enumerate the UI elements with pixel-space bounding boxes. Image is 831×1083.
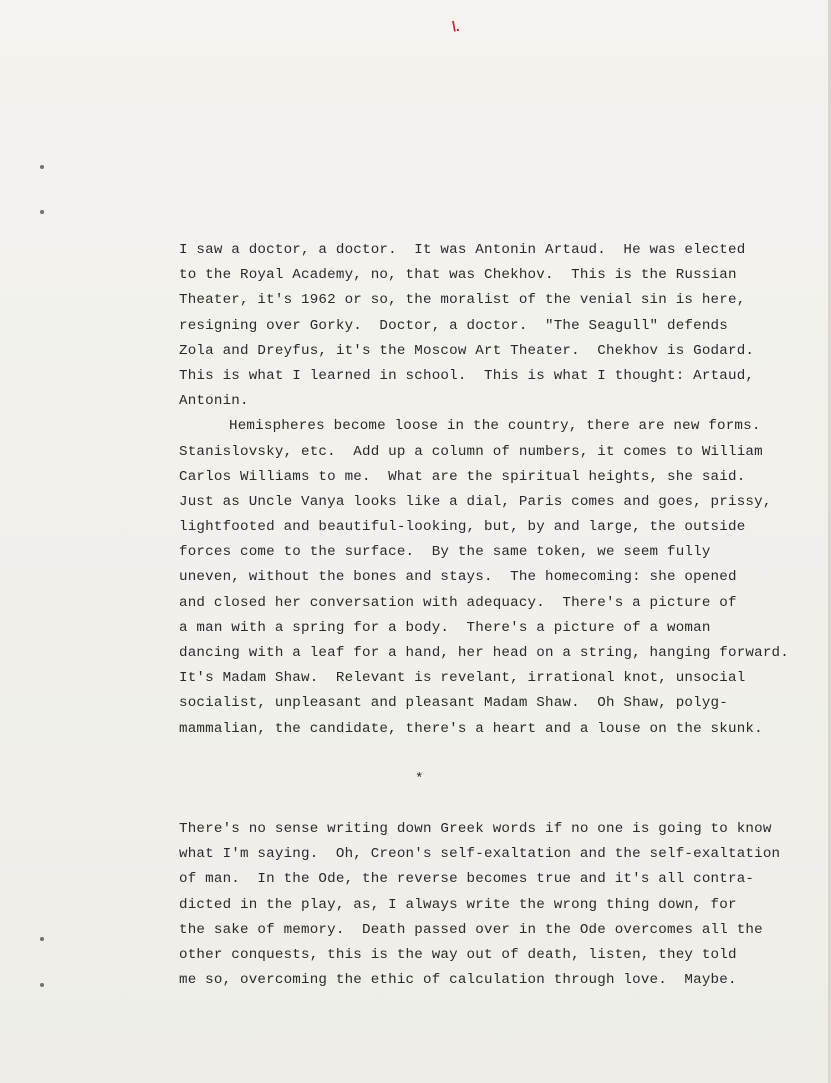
text-line: This is what I learned in school. This is what I thought: Artaud, [179, 367, 755, 384]
text-line: socialist, unpleasant and pleasant Madam Shaw. Oh Shaw, polyg- [179, 695, 728, 712]
margin-speck [40, 937, 44, 941]
text-line: uneven, without the bones and stays. The homecoming: she opened [179, 569, 737, 586]
text-line: Theater, it's 1962 or so, the moralist of the venial sin is here, [179, 292, 746, 309]
text-line: the sake of memory. Death passed over in the Ode overcomes all the [179, 921, 763, 938]
margin-speck [40, 165, 44, 169]
text-line: I saw a doctor, a doctor. It was Antonin Artaud. He was elected [179, 242, 746, 258]
text-line: dicted in the play, as, I always write the wrong thing down, for [179, 896, 737, 913]
text-line: to the Royal Academy, no, that was Chekhov. This is the Russian [179, 267, 737, 284]
page-number-mark: \. [452, 18, 460, 34]
paragraph-1 [179, 238, 779, 414]
paragraph-2 [179, 414, 789, 741]
text-line: what I'm saying. Oh, Creon's self-exaltation and the self-exaltation [179, 846, 781, 863]
text-line: of man. In the Ode, the reverse becomes true and it's all contra- [179, 871, 755, 888]
text-line: There's no sense writing down Greek words if no one is going to know [179, 820, 772, 837]
paragraph-3 [179, 817, 779, 993]
text-line: Carlos Williams to me. What are the spiritual heights, she said. [179, 468, 746, 485]
section-separator: * [415, 770, 424, 787]
text-line: Hemispheres become loose in the country, there are new forms. [229, 418, 761, 435]
text-line: and closed her conversation with adequacy. There's a picture of [179, 594, 737, 611]
text-line: forces come to the surface. By the same token, we seem fully [179, 544, 711, 561]
text-line: Antonin. [179, 393, 249, 410]
text-line: Zola and Dreyfus, it's the Moscow Art Theater. Chekhov is Godard. [179, 342, 755, 359]
text-line: me so, overcoming the ethic of calculation through love. Maybe. [179, 972, 737, 989]
margin-speck [40, 983, 44, 987]
text-line: It's Madam Shaw. Relevant is revelant, irrational knot, unsocial [179, 670, 746, 687]
text-line: dancing with a leaf for a hand, her head on a string, hanging forward. [179, 645, 789, 661]
text-line: lightfooted and beautiful-looking, but, by and large, the outside [179, 519, 746, 536]
text-line: Stanislovsky, etc. Add up a column of numbers, it comes to William [179, 443, 763, 460]
text-line: resigning over Gorky. Doctor, a doctor. "The Seagull" defends [179, 317, 728, 334]
typed-text [179, 238, 789, 993]
text-line: other conquests, this is the way out of death, listen, they told [179, 946, 737, 963]
text-line: mammalian, the candidate, there's a heart and a louse on the skunk. [179, 720, 763, 737]
text-line: Just as Uncle Vanya looks like a dial, Paris comes and goes, prissy, [179, 493, 772, 510]
text-line: a man with a spring for a body. There's a picture of a woman [179, 619, 711, 636]
margin-speck [40, 210, 44, 214]
